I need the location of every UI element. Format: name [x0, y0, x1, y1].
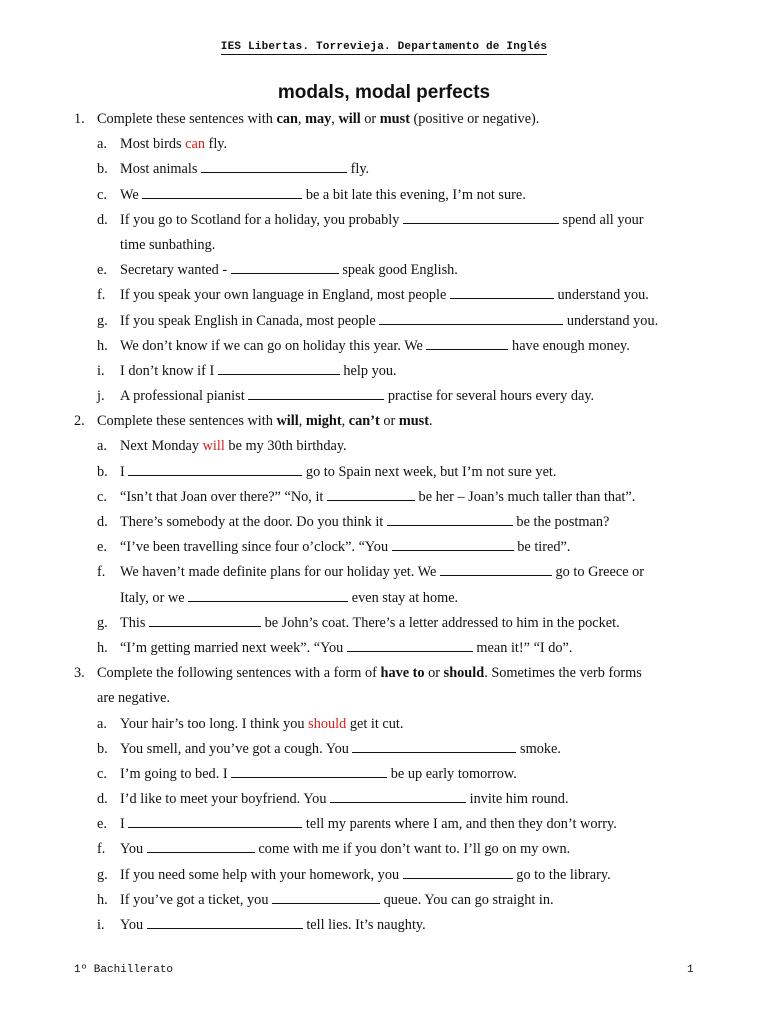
answer-blank[interactable]: [147, 915, 303, 929]
answer-blank[interactable]: [218, 361, 340, 375]
q2-item-a: a. Next Monday will be my 30th birthday.: [97, 438, 347, 455]
answer-blank[interactable]: [392, 537, 514, 551]
answer-blank[interactable]: [147, 839, 255, 853]
q2-item-b: b. I go to Spain next week, but I’m not sure yet.: [97, 463, 557, 480]
answer-blank[interactable]: [387, 512, 513, 526]
page-number: 1: [687, 964, 694, 976]
answer-blank[interactable]: [352, 739, 516, 753]
answer-blank[interactable]: [426, 336, 508, 350]
q1-item-c: c. We be a bit late this evening, I’m not sure.: [97, 186, 526, 203]
answer-blank[interactable]: [347, 638, 473, 652]
example-answer: should: [308, 715, 347, 732]
q1-number: 1.: [74, 111, 85, 127]
answer-blank[interactable]: [128, 814, 302, 828]
course-label: 1º Bachillerato: [74, 964, 174, 976]
q1-instruction: 1. Complete these sentences with can, may, will or must (positive or negative).: [0, 107, 768, 132]
q3-item-f: f. You come with me if you don’t want to. I’ll go on my own.: [97, 841, 571, 858]
school-header-text: IES Libertas. Torrevieja. Departamento de Inglés: [220, 41, 548, 53]
q1-item-j: j. A professional pianist practise for several hours every day.: [97, 388, 595, 405]
q3-item-a: a. Your hair’s too long. I think you should get it cut.: [97, 715, 404, 732]
answer-blank[interactable]: [201, 159, 347, 173]
q3-item-d: d. I’d like to meet your boyfriend. You invite him round.: [97, 791, 569, 808]
worksheet-title: modals, modal perfects: [277, 82, 491, 103]
q1-item-e: e. Secretary wanted - speak good English.: [97, 262, 458, 279]
q3-number: 3.: [74, 665, 85, 682]
answer-blank[interactable]: [248, 386, 384, 400]
q3-instruction: 3. Complete the following sentences with a form of have to or should. Sometimes the verb forms: [0, 661, 768, 686]
exercises: [0, 107, 768, 938]
answer-blank[interactable]: [379, 311, 563, 325]
q3-item-h: h. If you’ve got a ticket, you queue. You can go straight in.: [97, 891, 554, 908]
q3-item-g: g. If you need some help with your homework, you go to the library.: [97, 866, 611, 883]
q2-instruction: 2. Complete these sentences with will, might, can’t or must.: [0, 409, 768, 434]
school-header: [0, 41, 768, 53]
answer-blank[interactable]: [149, 613, 261, 627]
q3-instruction-cont: are negative.: [97, 690, 171, 707]
answer-blank[interactable]: [272, 890, 380, 904]
answer-blank[interactable]: [403, 210, 559, 224]
q2-item-h: h. “I’m getting married next week”. “You mean it!” “I do”.: [97, 639, 573, 656]
q2-item-d: d. There’s somebody at the door. Do you think it be the postman?: [97, 514, 610, 530]
q2-item-e: e. “I’ve been travelling since four o’clock”. “You be tired”.: [97, 539, 571, 556]
answer-blank[interactable]: [450, 285, 554, 299]
q2-number: 2.: [74, 413, 85, 430]
answer-blank[interactable]: [188, 588, 348, 602]
q3-item-b: b. You smell, and you’ve got a cough. You smoke.: [97, 740, 561, 757]
answer-blank[interactable]: [440, 562, 552, 576]
q1-item-a: a. Most birds can fly.: [97, 136, 228, 153]
answer-blank[interactable]: [403, 865, 513, 879]
example-answer: will: [202, 438, 225, 455]
answer-blank[interactable]: [142, 185, 302, 199]
q1-item-b: b. Most animals fly.: [97, 161, 370, 178]
q1-item-i: i. I don’t know if I help you.: [97, 362, 397, 379]
q1-item-h: h. We don’t know if we can go on holiday this year. We have enough money.: [97, 337, 630, 354]
q2-item-g: g. This be John’s coat. There’s a letter addressed to him in the pocket.: [97, 614, 620, 631]
q1-item-d-cont: time sunbathing.: [120, 236, 216, 253]
answer-blank[interactable]: [231, 764, 387, 778]
q2-item-c: c. “Isn’t that Joan over there?” “No, it be her – Joan’s much taller than that”.: [97, 488, 636, 505]
q3-item-i: i. You tell lies. It’s naughty.: [97, 917, 426, 933]
q2-item-f-cont: Italy, or we even stay at home.: [120, 589, 459, 606]
q1-item-g: g. If you speak English in Canada, most people understand you.: [97, 312, 659, 329]
answer-blank[interactable]: [128, 462, 302, 476]
q3-item-c: c. I’m going to bed. I be up early tomorrow.: [97, 765, 517, 782]
q2-item-f: f. We haven’t made definite plans for our holiday yet. We go to Greece or: [97, 564, 645, 581]
answer-blank[interactable]: [330, 789, 466, 803]
q1-item-f: f. If you speak your own language in England, most people understand you.: [97, 287, 649, 304]
example-answer: can: [185, 136, 205, 153]
q3-item-e: e. I tell my parents where I am, and then they don’t worry.: [97, 816, 617, 833]
q1-item-d: d. If you go to Scotland for a holiday, you probably spend all your: [97, 211, 644, 228]
answer-blank[interactable]: [231, 260, 339, 274]
answer-blank[interactable]: [327, 487, 415, 501]
